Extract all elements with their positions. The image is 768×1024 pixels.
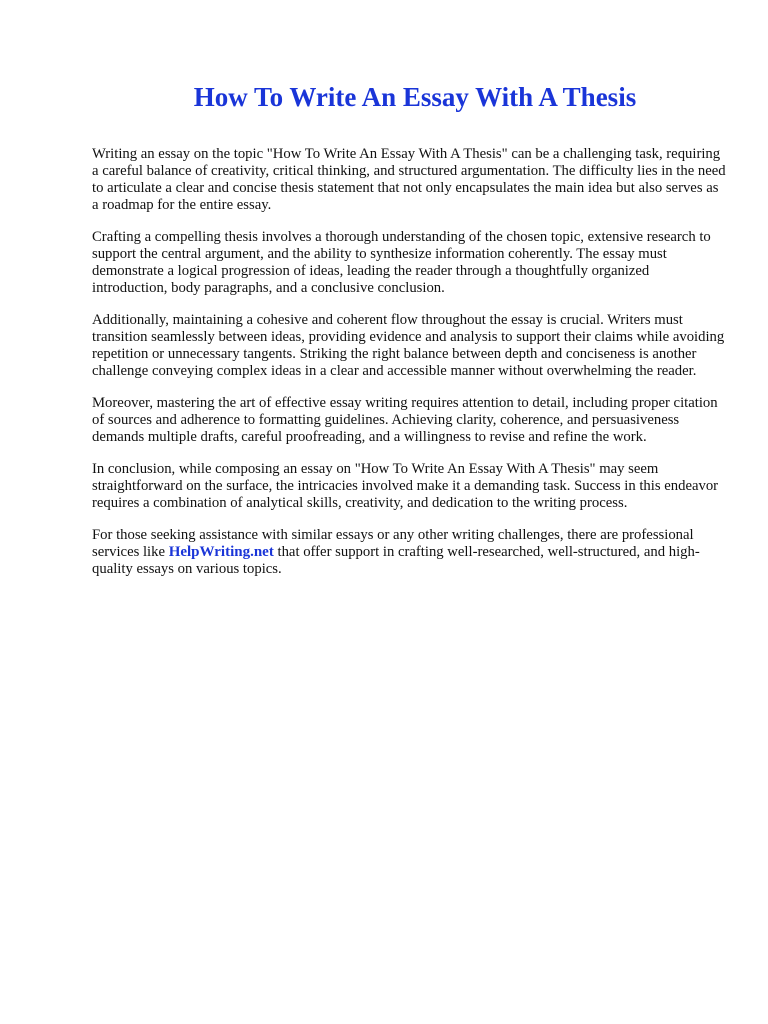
paragraph-3: Additionally, maintaining a cohesive and coherent flow throughout the essay is crucial. Writers must transition seamlessly between ideas, providing evidence and analysis to support their claims while avoiding repetition or unnecessary tangents. Striking the right balance between depth and conciseness is another challenge conveying complex ideas in a clear and accessible manner without overwhelming the reader. xyxy=(92,312,725,379)
paragraph-6-text-before-link: For those seeking assistance with similar essays or any other writing challenges, there are professional services like xyxy=(92,527,694,560)
paragraph-5: In conclusion, while composing an essay on "How To Write An Essay With A Thesis" may seem straightforward on the surface, the intricacies involved make it a demanding task. Success in this endeavor requires a combination of analytical skills, creativity, and dedication to the writing process. xyxy=(92,461,719,511)
paragraph-6 xyxy=(92,527,728,578)
document-body xyxy=(92,146,728,593)
paragraph-6-text-after-link: that offer support in crafting well-researched, well-structured, and high-quality essays on various topics. xyxy=(92,544,700,577)
paragraph-1: Writing an essay on the topic "How To Write An Essay With A Thesis" can be a challenging task, requiring a careful balance of creativity, critical thinking, and structured argumentation. The difficulty lies in the need to articulate a clear and concise thesis statement that not only encapsulates the main idea but also serves as a roadmap for the entire essay. xyxy=(92,146,726,213)
paragraph-2: Crafting a compelling thesis involves a thorough understanding of the chosen topic, extensive research to support the central argument, and the ability to synthesize information coherently. The essay must demonstrate a logical progression of ideas, leading the reader through a thoughtfully organized introduction, body paragraphs, and a conclusive conclusion. xyxy=(92,229,711,296)
helpwriting-link[interactable]: HelpWriting.net xyxy=(168,544,274,560)
page-title: How To Write An Essay With A Thesis xyxy=(193,82,637,112)
paragraph-4: Moreover, mastering the art of effective essay writing requires attention to detail, including proper citation of sources and adherence to formatting guidelines. Achieving clarity, coherence, and persuasiveness demands multiple drafts, careful proofreading, and a willingness to revise and refine the work. xyxy=(92,395,718,445)
